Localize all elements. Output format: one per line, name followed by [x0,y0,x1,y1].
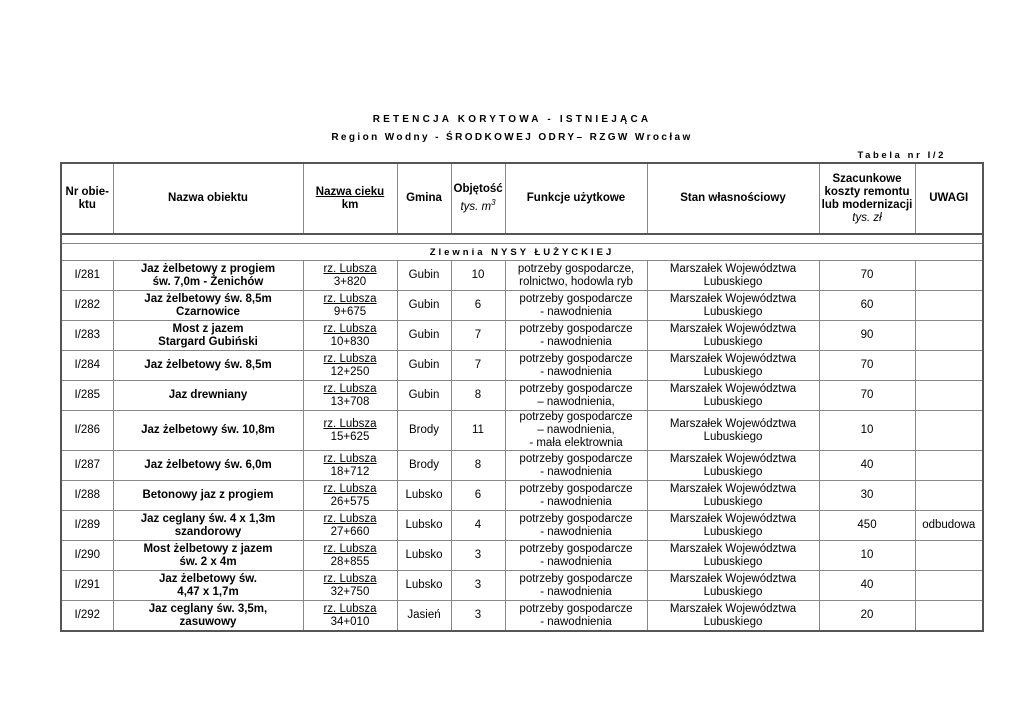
header-objetosc-unit: tys. m [460,200,492,213]
cell-ciek [303,291,397,321]
cell-uwagi [915,481,983,511]
cell-uwagi [915,571,983,601]
repair-cost: 40 [860,459,874,471]
table-row [61,291,983,321]
function-line1: potrzeby gospodarcze [519,322,633,335]
cell-koszt [819,381,915,411]
cell-uwagi [915,541,983,571]
function-line1: potrzeby gospodarcze [519,482,633,495]
cell-stan [647,451,819,481]
repair-cost: 40 [860,579,874,591]
table-row [61,411,983,451]
cell-nazwa [113,291,303,321]
owner-line2: Lubuskiego [703,555,763,568]
object-name: Betonowy jaz z progiem [142,489,274,501]
volume: 6 [474,299,482,311]
cell-objetosc [451,541,505,571]
cell-ciek [303,601,397,632]
cell-funkcje [505,291,647,321]
cell-stan [647,321,819,351]
region-label: Zlewnia NYSY ŁUŻYCKIEJ [61,244,983,261]
municipality: Jasień [407,609,441,621]
volume: 7 [474,359,482,371]
function-line2: - nawodnienia [540,465,612,478]
header-row [61,163,983,234]
volume: 6 [474,489,482,501]
river-km: 12+250 [330,365,370,378]
object-number: I/290 [74,549,101,561]
cell-nazwa [113,511,303,541]
owner-line1: Marszałek Województwa [669,452,797,465]
header-objetosc [451,163,505,234]
cell-ciek [303,511,397,541]
river-km: 9+675 [333,305,367,318]
cell-gmina [397,261,451,291]
object-name: Jaz ceglany św. 4 x 1,3m [140,512,276,525]
cell-uwagi [915,351,983,381]
cell-funkcje [505,601,647,632]
function-line1: potrzeby gospodarcze [519,602,633,615]
header-uwagi: UWAGI [915,163,983,234]
function-line1: potrzeby gospodarcze [519,512,633,525]
repair-cost: 70 [860,389,874,401]
owner-line2: Lubuskiego [703,525,763,538]
header-objetosc-label: Objętość [453,183,503,196]
header-nr: Nr obie-ktu [61,163,113,234]
function-line1: potrzeby gospodarcze [519,542,633,555]
river-km: 18+712 [330,465,370,478]
object-name: Jaz żelbetowy św. 8,5m [144,359,272,371]
municipality: Lubsko [405,489,443,501]
volume: 3 [474,609,482,621]
header-ciek-unit: km [341,198,359,211]
cell-stan [647,261,819,291]
owner-line2: Lubuskiego [703,465,763,478]
header-stan: Stan własnościowy [647,163,819,234]
function-line3: - mała elektrownia [529,437,623,449]
object-name-line2: św. 2 x 4m [179,555,237,568]
cell-gmina [397,541,451,571]
cell-koszt [819,451,915,481]
object-name-line2: 4,47 x 1,7m [177,585,239,598]
cell-koszt [819,321,915,351]
river-name: rz. Lubsza [323,322,377,335]
cell-koszt [819,291,915,321]
cell-ciek [303,321,397,351]
cell-gmina [397,481,451,511]
owner-line1: Marszałek Województwa [669,292,797,305]
function-line2: - nawodnienia [540,365,612,378]
object-name-line2: św. 7,0m - Żenichów [152,275,264,288]
river-name: rz. Lubsza [323,417,377,430]
river-km: 34+010 [330,615,370,628]
table-row [61,451,983,481]
object-number: I/287 [74,459,101,471]
object-name: Jaz żelbetowy św. [159,572,257,585]
owner-line1: Marszałek Województwa [669,602,797,615]
cell-gmina [397,601,451,632]
repair-cost: 20 [860,609,874,621]
river-name: rz. Lubsza [323,352,377,365]
municipality: Gubin [408,359,440,371]
object-name: Most żelbetowy z jazem [143,542,273,555]
repair-cost: 450 [857,519,877,531]
cell-funkcje [505,451,647,481]
table-row [61,541,983,571]
cell-objetosc [451,571,505,601]
river-km: 15+625 [330,430,370,443]
cell-stan [647,571,819,601]
object-name: Jaz żelbetowy z progiem [140,262,276,275]
owner-line1: Marszałek Województwa [669,572,797,585]
cell-ciek [303,381,397,411]
municipality: Gubin [408,299,440,311]
cell-objetosc [451,451,505,481]
cell-gmina [397,571,451,601]
cell-objetosc [451,351,505,381]
owner-line1: Marszałek Województwa [669,512,797,525]
function-line1: potrzeby gospodarcze [519,382,633,395]
cell-funkcje [505,541,647,571]
cell-ciek [303,411,397,451]
header-funkcje: Funkcje użytkowe [505,163,647,234]
cell-nr [61,351,113,381]
spacer-cell [61,234,983,244]
river-km: 3+820 [333,275,367,288]
cell-koszt [819,481,915,511]
cell-ciek [303,261,397,291]
cell-stan [647,601,819,632]
cell-funkcje [505,381,647,411]
river-name: rz. Lubsza [323,542,377,555]
table-row [61,571,983,601]
river-km: 32+750 [330,585,370,598]
owner-line1: Marszałek Województwa [669,542,797,555]
cell-gmina [397,291,451,321]
river-km: 13+708 [330,395,370,408]
cell-gmina [397,351,451,381]
header-koszty-unit: tys. zł [852,211,882,224]
cell-nr [61,321,113,351]
cell-funkcje [505,411,647,451]
owner-line2: Lubuskiego [703,395,763,408]
object-number: I/291 [74,579,101,591]
cell-uwagi [915,451,983,481]
river-km: 27+660 [330,525,370,538]
object-name-line2: szandorowy [174,525,242,538]
object-number: I/281 [74,269,101,281]
cell-koszt [819,261,915,291]
volume: 11 [472,424,484,436]
volume: 10 [471,269,485,281]
cell-uwagi [915,511,983,541]
object-number: I/289 [74,519,101,531]
function-line2: rolnictwo, hodowla ryb [519,275,633,288]
object-name: Most z jazem [172,322,244,335]
cell-koszt [819,571,915,601]
volume: 7 [474,329,482,341]
cell-nr [61,601,113,632]
municipality: Lubsko [405,519,443,531]
header-gmina: Gmina [397,163,451,234]
cell-koszt [819,511,915,541]
volume: 8 [474,389,482,401]
cell-stan [647,291,819,321]
cell-objetosc [451,261,505,291]
cell-uwagi [915,411,983,451]
owner-line2: Lubuskiego [703,365,763,378]
function-line1: potrzeby gospodarcze [519,292,633,305]
river-name: rz. Lubsza [323,262,377,275]
table-row [61,261,983,291]
cell-funkcje [505,571,647,601]
table-row [61,321,983,351]
cell-objetosc [451,481,505,511]
repair-cost: 10 [860,424,874,436]
cell-nr [61,261,113,291]
cell-nazwa [113,451,303,481]
cell-nr [61,541,113,571]
function-line1: potrzeby gospodarcze [519,452,633,465]
cell-stan [647,541,819,571]
owner-line2: Lubuskiego [703,495,763,508]
cell-nr [61,451,113,481]
cell-gmina [397,451,451,481]
repair-cost: 70 [860,359,874,371]
cell-stan [647,411,819,451]
function-line2: - nawodnienia [540,525,612,538]
object-number: I/292 [74,609,101,621]
object-name-line2: Stargard Gubiński [158,335,258,348]
repair-cost: 30 [860,489,874,501]
cell-uwagi [915,601,983,632]
municipality: Gubin [408,329,440,341]
function-line1: potrzeby gospodarcze [519,411,633,423]
cell-koszt [819,541,915,571]
cell-nazwa [113,261,303,291]
object-name: Jaz ceglany św. 3,5m, [148,602,268,615]
table-row [61,481,983,511]
object-number: I/286 [74,424,101,436]
municipality: Lubsko [405,549,443,561]
object-name: Jaz żelbetowy św. 8,5m [144,292,272,305]
repair-cost: 90 [860,329,874,341]
header-ciek-label: Nazwa cieku [315,185,385,198]
repair-cost: 70 [860,269,874,281]
owner-line1: Marszałek Województwa [669,482,797,495]
table-row [61,511,983,541]
object-name-line2: Czarnowice [176,305,240,318]
river-km: 26+575 [330,495,370,508]
function-line2: - nawodnienia [540,305,612,318]
cell-nr [61,291,113,321]
function-line2: – nawodnienia, [537,395,615,408]
cell-stan [647,351,819,381]
object-name: Jaz żelbetowy św. 10,8m [141,424,275,436]
cell-ciek [303,481,397,511]
function-line1: potrzeby gospodarcze [519,352,633,365]
cell-nr [61,511,113,541]
cell-nazwa [113,381,303,411]
cell-ciek [303,571,397,601]
cell-nr [61,411,113,451]
cell-objetosc [451,321,505,351]
cell-ciek [303,541,397,571]
owner-line2: Lubuskiego [703,305,763,318]
cell-funkcje [505,321,647,351]
cell-funkcje [505,511,647,541]
table-row [61,351,983,381]
cell-stan [647,511,819,541]
cell-objetosc [451,411,505,451]
repair-cost: 10 [860,549,874,561]
cell-objetosc [451,291,505,321]
owner-line1: Marszałek Województwa [669,262,797,275]
cell-koszt [819,411,915,451]
document-title: RETENCJA KORYTOWA - ISTNIEJĄCA [372,114,652,125]
object-number: I/282 [74,299,101,311]
volume: 3 [474,549,482,561]
river-name: rz. Lubsza [323,512,377,525]
volume: 8 [474,459,482,471]
retention-table [60,162,984,632]
river-name: rz. Lubsza [323,292,377,305]
table-row [61,601,983,632]
cell-koszt [819,601,915,632]
object-number: I/288 [74,489,101,501]
cell-uwagi [915,381,983,411]
cell-uwagi [915,261,983,291]
object-name: Jaz żelbetowy św. 6,0m [144,459,272,471]
cell-ciek [303,451,397,481]
cell-nazwa [113,541,303,571]
document-subtitle: Region Wodny - ŚRODKOWEJ ODRY– RZGW Wrocław [331,132,693,143]
cell-nr [61,381,113,411]
cell-funkcje [505,351,647,381]
spacer-row [61,234,983,244]
municipality: Gubin [408,269,440,281]
cell-nr [61,481,113,511]
river-name: rz. Lubsza [323,602,377,615]
river-name: rz. Lubsza [323,452,377,465]
region-row [61,244,983,261]
remarks: odbudowa [922,519,976,531]
river-km: 10+830 [330,335,370,348]
volume: 4 [474,519,482,531]
cell-objetosc [451,601,505,632]
function-line1: potrzeby gospodarcze [519,572,633,585]
volume: 3 [474,579,482,591]
cell-objetosc [451,511,505,541]
owner-line2: Lubuskiego [703,585,763,598]
cell-nazwa [113,321,303,351]
cell-gmina [397,321,451,351]
municipality: Brody [408,424,440,436]
object-name-line2: zasuwowy [179,615,237,628]
header-koszty-label: Szacunkowe koszty remontu lub modernizacji [821,172,913,211]
owner-line1: Marszałek Województwa [669,322,797,335]
header-koszty [819,163,915,234]
owner-line1: Marszałek Województwa [669,352,797,365]
cell-funkcje [505,261,647,291]
river-name: rz. Lubsza [323,382,377,395]
function-line2: - nawodnienia [540,335,612,348]
owner-line2: Lubuskiego [703,430,763,443]
owner-line2: Lubuskiego [703,275,763,288]
cell-nazwa [113,411,303,451]
table-reference: Tabela nr I/2 [857,150,946,161]
cell-koszt [819,351,915,381]
cell-ciek [303,351,397,381]
table-row [61,381,983,411]
object-number: I/283 [74,329,101,341]
cell-nazwa [113,601,303,632]
header-ciek [303,163,397,234]
cell-nr [61,571,113,601]
header-objetosc-sup: 3 [491,198,496,208]
cell-funkcje [505,481,647,511]
function-line2: - nawodnienia [540,585,612,598]
owner-line2: Lubuskiego [703,615,763,628]
cell-nazwa [113,351,303,381]
cell-nazwa [113,571,303,601]
function-line2: - nawodnienia [540,495,612,508]
function-line2: - nawodnienia [540,615,612,628]
function-line2: - nawodnienia [540,555,612,568]
municipality: Brody [408,459,440,471]
cell-gmina [397,381,451,411]
river-name: rz. Lubsza [323,572,377,585]
object-number: I/285 [74,389,101,401]
cell-uwagi [915,291,983,321]
cell-objetosc [451,381,505,411]
owner-line1: Marszałek Województwa [669,417,797,430]
cell-stan [647,481,819,511]
function-line2: – nawodnienia, [537,424,615,436]
owner-line2: Lubuskiego [703,335,763,348]
cell-gmina [397,511,451,541]
municipality: Gubin [408,389,440,401]
header-nazwa: Nazwa obiektu [113,163,303,234]
river-km: 28+855 [330,555,370,568]
function-line1: potrzeby gospodarcze, [517,262,635,275]
cell-uwagi [915,321,983,351]
object-name: Jaz drewniany [168,389,248,401]
object-number: I/284 [74,359,101,371]
municipality: Lubsko [405,579,443,591]
cell-stan [647,381,819,411]
owner-line1: Marszałek Województwa [669,382,797,395]
river-name: rz. Lubsza [323,482,377,495]
cell-gmina [397,411,451,451]
cell-nazwa [113,481,303,511]
repair-cost: 60 [860,299,874,311]
